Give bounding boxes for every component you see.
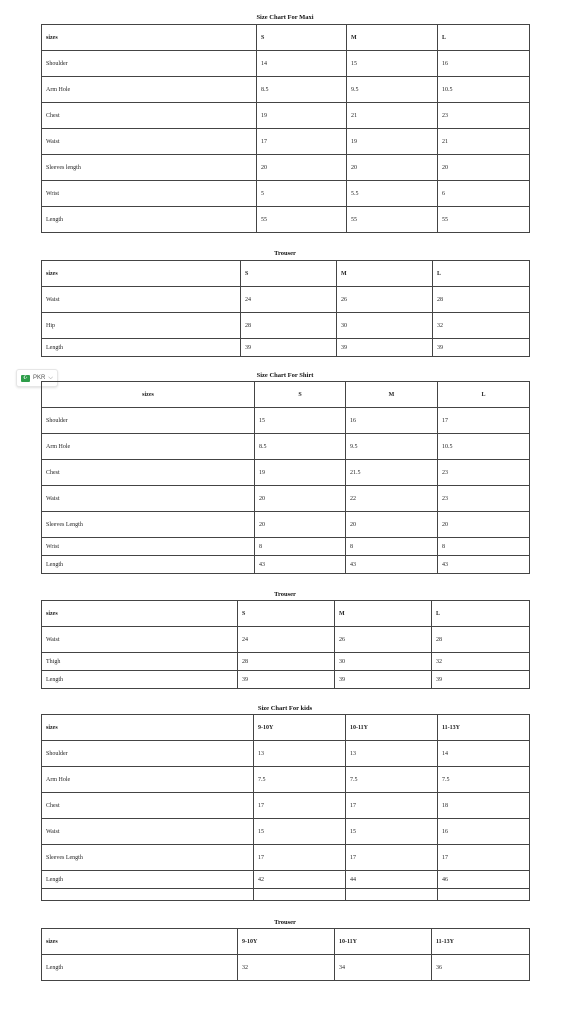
- size-table: [41, 260, 530, 357]
- table-header-row: [42, 929, 530, 955]
- table-row: [42, 51, 530, 77]
- table-cell: Chest: [42, 793, 254, 819]
- table-cell: Hip: [42, 313, 241, 339]
- header-cell: M: [347, 25, 438, 51]
- table-row: [42, 871, 530, 889]
- table-cell: 19: [347, 129, 438, 155]
- table-cell: Waist: [42, 129, 257, 155]
- table-row: [42, 103, 530, 129]
- table-cell: 26: [337, 287, 433, 313]
- table-cell: Wrist: [42, 538, 255, 556]
- table-row: [42, 955, 530, 981]
- table-cell: Waist: [42, 287, 241, 313]
- header-cell: 11-13Y: [432, 929, 530, 955]
- table-cell: [346, 889, 438, 901]
- table-row: [42, 793, 530, 819]
- table-cell: Thigh: [42, 653, 238, 671]
- table-row: [42, 77, 530, 103]
- table-cell: 21: [438, 129, 530, 155]
- header-cell: 10-11Y: [346, 715, 438, 741]
- table-cell: 30: [337, 313, 433, 339]
- table-cell: 16: [438, 51, 530, 77]
- table-header-row: [42, 261, 530, 287]
- table-cell: 39: [241, 339, 337, 357]
- table-row: [42, 129, 530, 155]
- table-cell: 26: [335, 627, 432, 653]
- table-cell: 7.5: [438, 767, 530, 793]
- table-cell: 10.5: [438, 77, 530, 103]
- table-cell: 42: [254, 871, 346, 889]
- table-cell: 20: [347, 155, 438, 181]
- table-cell: Waist: [42, 819, 254, 845]
- table-cell: 28: [241, 313, 337, 339]
- table-cell: 32: [238, 955, 335, 981]
- table-cell: Length: [42, 339, 241, 357]
- table-cell: Length: [42, 207, 257, 233]
- table-cell: Waist: [42, 627, 238, 653]
- table-cell: 9.5: [346, 434, 438, 460]
- table-cell: Shoulder: [42, 741, 254, 767]
- header-cell: L: [438, 25, 530, 51]
- table-cell: Chest: [42, 103, 257, 129]
- table-cell: 22: [346, 486, 438, 512]
- table-row: [42, 671, 530, 689]
- currency-code: PKR: [33, 375, 46, 381]
- header-cell: sizes: [42, 382, 255, 408]
- table-cell: 17: [346, 793, 438, 819]
- chevron-down-icon: ⌵: [48, 374, 53, 381]
- table-cell: 30: [335, 653, 432, 671]
- table-cell: [42, 889, 254, 901]
- table-row: [42, 408, 530, 434]
- table-cell: Sleeves length: [42, 155, 257, 181]
- header-cell: sizes: [42, 601, 238, 627]
- header-cell: sizes: [42, 929, 238, 955]
- table-caption: Size Chart For Maxi: [256, 14, 314, 21]
- table-cell: 19: [257, 103, 347, 129]
- table-row: [42, 460, 530, 486]
- table-cell: Wrist: [42, 181, 257, 207]
- table-cell: [254, 889, 346, 901]
- table-cell: 23: [438, 460, 530, 486]
- table-row: [42, 556, 530, 574]
- header-cell: sizes: [42, 25, 257, 51]
- table-cell: 17: [438, 408, 530, 434]
- header-cell: S: [241, 261, 337, 287]
- table-cell: 28: [238, 653, 335, 671]
- table-cell: 19: [255, 460, 346, 486]
- table-cell: 34: [335, 955, 432, 981]
- table-row: [42, 627, 530, 653]
- table-cell: 8.5: [255, 434, 346, 460]
- table-row: [42, 207, 530, 233]
- table-cell: 5: [257, 181, 347, 207]
- table-row: [42, 653, 530, 671]
- table-cell: 39: [337, 339, 433, 357]
- table-cell: 13: [254, 741, 346, 767]
- header-cell: sizes: [42, 715, 254, 741]
- table-cell: 17: [257, 129, 347, 155]
- table-cell: [438, 889, 530, 901]
- table-cell: 6: [438, 181, 530, 207]
- header-cell: L: [433, 261, 530, 287]
- size-table: [41, 24, 530, 233]
- table-cell: 14: [438, 741, 530, 767]
- table-cell: 55: [257, 207, 347, 233]
- header-cell: M: [335, 601, 432, 627]
- table-cell: 39: [335, 671, 432, 689]
- header-cell: L: [438, 382, 530, 408]
- header-cell: S: [255, 382, 346, 408]
- table-cell: 8.5: [257, 77, 347, 103]
- table-cell: 15: [255, 408, 346, 434]
- table-row: [42, 512, 530, 538]
- table-cell: 39: [433, 339, 530, 357]
- table-row: [42, 181, 530, 207]
- table-cell: 7.5: [346, 767, 438, 793]
- table-cell: 23: [438, 486, 530, 512]
- table-row: [42, 845, 530, 871]
- table-cell: 24: [241, 287, 337, 313]
- table-cell: 15: [347, 51, 438, 77]
- size-table: [41, 600, 530, 689]
- table-cell: 20: [438, 512, 530, 538]
- table-header-row: [42, 382, 530, 408]
- table-cell: 44: [346, 871, 438, 889]
- table-cell: 36: [432, 955, 530, 981]
- table-cell: 20: [438, 155, 530, 181]
- table-cell: 17: [254, 793, 346, 819]
- table-caption: Trouser: [274, 250, 296, 257]
- table-cell: Length: [42, 556, 255, 574]
- table-cell: 46: [438, 871, 530, 889]
- header-cell: 9-10Y: [254, 715, 346, 741]
- table-cell: 39: [432, 671, 530, 689]
- table-cell: 43: [346, 556, 438, 574]
- table-cell: 5.5: [347, 181, 438, 207]
- header-cell: 10-11Y: [335, 929, 432, 955]
- table-cell: 8: [255, 538, 346, 556]
- table-cell: 18: [438, 793, 530, 819]
- table-cell: 16: [346, 408, 438, 434]
- table-cell: 43: [438, 556, 530, 574]
- table-row: [42, 313, 530, 339]
- table-cell: 32: [432, 653, 530, 671]
- table-cell: Chest: [42, 460, 255, 486]
- table-cell: 9.5: [347, 77, 438, 103]
- table-row: [42, 486, 530, 512]
- header-cell: M: [346, 382, 438, 408]
- table-cell: Shoulder: [42, 51, 257, 77]
- table-cell: Shoulder: [42, 408, 255, 434]
- table-caption: Trouser: [274, 591, 296, 598]
- table-cell: 55: [347, 207, 438, 233]
- table-row: [42, 287, 530, 313]
- table-row: [42, 339, 530, 357]
- table-row: [42, 767, 530, 793]
- table-cell: 20: [255, 512, 346, 538]
- header-cell: S: [238, 601, 335, 627]
- header-cell: 9-10Y: [238, 929, 335, 955]
- table-cell: Waist: [42, 486, 255, 512]
- table-cell: 55: [438, 207, 530, 233]
- table-row: [42, 434, 530, 460]
- table-cell: 23: [438, 103, 530, 129]
- header-cell: 11-13Y: [438, 715, 530, 741]
- table-cell: 20: [257, 155, 347, 181]
- table-cell: 8: [438, 538, 530, 556]
- table-cell: 39: [238, 671, 335, 689]
- table-row: [42, 538, 530, 556]
- header-cell: sizes: [42, 261, 241, 287]
- table-caption: Trouser: [274, 919, 296, 926]
- table-cell: 17: [346, 845, 438, 871]
- table-cell: Length: [42, 671, 238, 689]
- table-cell: 24: [238, 627, 335, 653]
- table-cell: 17: [438, 845, 530, 871]
- table-cell: Sleeves Length: [42, 845, 254, 871]
- size-table: [41, 381, 530, 574]
- header-cell: M: [337, 261, 433, 287]
- header-cell: L: [432, 601, 530, 627]
- table-cell: 28: [433, 287, 530, 313]
- size-table: [41, 928, 530, 981]
- table-row: [42, 741, 530, 767]
- table-cell: Length: [42, 955, 238, 981]
- table-cell: 21: [347, 103, 438, 129]
- table-cell: 7.5: [254, 767, 346, 793]
- table-caption: Size Chart For Shirt: [256, 372, 314, 379]
- table-row: [42, 889, 530, 901]
- table-row: [42, 819, 530, 845]
- table-cell: 8: [346, 538, 438, 556]
- table-cell: 15: [254, 819, 346, 845]
- table-cell: 15: [346, 819, 438, 845]
- table-cell: 20: [346, 512, 438, 538]
- pakistan-flag-icon: ☪: [21, 375, 30, 382]
- table-cell: 14: [257, 51, 347, 77]
- table-cell: Arm Hole: [42, 434, 255, 460]
- header-cell: S: [257, 25, 347, 51]
- table-cell: 43: [255, 556, 346, 574]
- table-cell: 10.5: [438, 434, 530, 460]
- table-cell: 28: [432, 627, 530, 653]
- table-cell: 20: [255, 486, 346, 512]
- table-cell: 16: [438, 819, 530, 845]
- size-table: [41, 714, 530, 901]
- table-cell: Arm Hole: [42, 767, 254, 793]
- table-cell: Length: [42, 871, 254, 889]
- table-cell: Arm Hole: [42, 77, 257, 103]
- table-caption: Size Chart For kids: [257, 705, 313, 712]
- table-cell: 13: [346, 741, 438, 767]
- table-header-row: [42, 715, 530, 741]
- table-cell: 17: [254, 845, 346, 871]
- table-header-row: [42, 25, 530, 51]
- table-row: [42, 155, 530, 181]
- table-cell: 32: [433, 313, 530, 339]
- table-header-row: [42, 601, 530, 627]
- table-cell: Sleeves Length: [42, 512, 255, 538]
- table-cell: 21.5: [346, 460, 438, 486]
